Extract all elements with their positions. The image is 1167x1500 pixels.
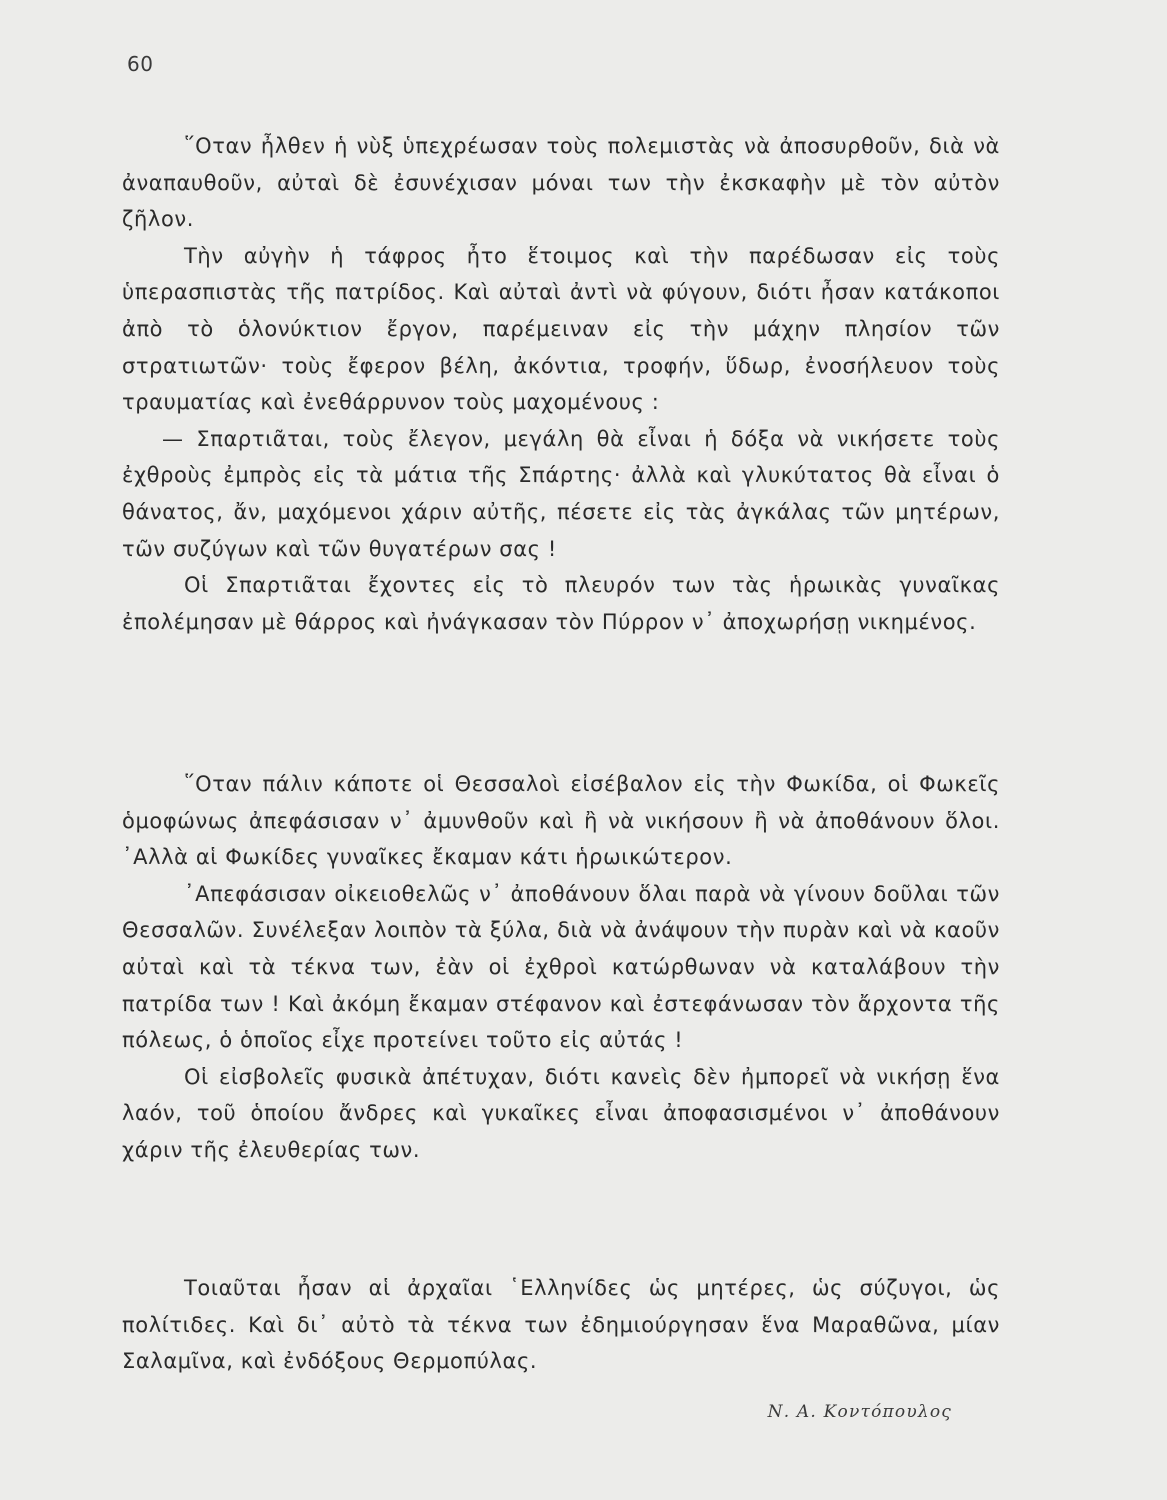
paragraph: Τὴν αὐγὴν ἡ τάφρος ἦτο ἕτοιμος καὶ τὴν παρέδωσαν εἰς τοὺς ὑπερασπιστὰς τῆς πατρίδος. Καὶ αὐταὶ ἀντὶ νὰ φύγουν, διότι ἦσαν κατάκοποι ἀπὸ τὸ ὁλονύκτιον ἔργον, παρέμειναν εἰς τὴν μάχην πλησίον τῶν στρατιωτῶν· τοὺς ἔφερον βέλη, ἀκόντια, τροφήν, ὕδωρ, ἐνοσήλευον τοὺς τραυματίας καὶ ἐνεθάρρυνον τοὺς μαχομένους : [122, 243, 1000, 415]
paragraph: ῞Οταν ἦλθεν ἡ νὺξ ὑπεχρέωσαν τοὺς πολεμιστὰς νὰ ἀποσυρθοῦν, διὰ νὰ ἀναπαυθοῦν, αὐταὶ δὲ ἐσυνέχισαν μόναι των τὴν ἐκσκαφὴν μὲ τὸν αὐτὸν ζῆλον. [122, 134, 1000, 232]
paragraph: ᾿Απεφάσισαν οἰκειοθελῶς ν᾿ ἀποθάνουν ὅλαι παρὰ νὰ γίνουν δοῦλαι τῶν Θεσσαλῶν. Συνέλεξαν λοιπὸν τὰ ξύλα, διὰ νὰ ἀνάψουν τὴν πυρὰν καὶ νὰ καοῦν αὐταὶ καὶ τὰ τέκνα των, ἐὰν οἱ ἐχθροὶ κατώρθωναν νὰ καταλάβουν τὴν πατρίδα των ! Καὶ ἀκόμη ἔκαμαν στέφανον καὶ ἐστεφάνωσαν τὸν ἄρχοντα τῆς πόλεως, ὁ ὁποῖος εἶχε προτείνει τοῦτο εἰς αὐτάς ! [122, 881, 1000, 1053]
paragraph: Οἱ Σπαρτιᾶται ἔχοντες εἰς τὸ πλευρόν των τὰς ἡρωικὰς γυναῖκας ἐπολέμησαν μὲ θάρρος καὶ ἠνάγκασαν τὸν Πύρρον ν᾿ ἀποχωρήσῃ νικημένος. [122, 573, 1000, 634]
text-section-1 [122, 128, 1000, 640]
author-signature: Ν. Α. Κοντόπουλος [767, 1402, 952, 1422]
paragraph: Οἱ εἰσβολεῖς φυσικὰ ἀπέτυχαν, διότι κανεὶς δὲν ἠμπορεῖ νὰ νικήσῃ ἕνα λαόν, τοῦ ὁποίου ἄνδρες καὶ γυκαῖκες εἶναι ἀποφασισμένοι ν᾿ ἀποθάνουν χάριν τῆς ἐλευθερίας των. [122, 1064, 1000, 1162]
paragraph: ῞Οταν πάλιν κάποτε οἱ Θεσσαλοὶ εἰσέβαλον εἰς τὴν Φωκίδα, οἱ Φωκεῖς ὁμοφώνως ἀπεφάσισαν ν᾿ ἀμυνθοῦν καὶ ἢ νὰ νικήσουν ἢ νὰ ἀποθάνουν ὅλοι. ᾿Αλλὰ αἱ Φωκίδες γυναῖκες ἔκαμαν κάτι ἡρωικώτερον. [122, 772, 1000, 870]
page-number: 60 [127, 52, 154, 76]
dialogue-paragraph: — Σπαρτιᾶται, τοὺς ἔλεγον, μεγάλη θὰ εἶναι ἡ δόξα νὰ νικήσετε τοὺς ἐχθροὺς ἐμπρὸς εἰς τὰ μάτια τῆς Σπάρτης· ἀλλὰ καὶ γλυκύτατος θὰ εἶναι ὁ θάνατος, ἄν, μαχόμενοι χάριν αὐτῆς, πέσετε εἰς τὰς ἀγκάλας τῶν μητέρων, τῶν συζύγων καὶ τῶν θυγατέρων σας ! [122, 426, 1000, 561]
text-section-2 [122, 766, 1000, 1169]
closing-paragraph: Τοιαῦται ἦσαν αἱ ἀρχαῖαι ῾Ελληνίδες ὡς μητέρες, ὡς σύζυγοι, ὡς πολίτιδες. Καὶ δι᾿ αὐτὸ τὰ τέκνα των ἐδημιούργησαν ἕνα Μαραθῶνα, μίαν Σαλαμῖνα, καὶ ἐνδόξους Θερμοπύλας. [122, 1276, 1000, 1374]
text-section-3 [122, 1270, 1000, 1380]
